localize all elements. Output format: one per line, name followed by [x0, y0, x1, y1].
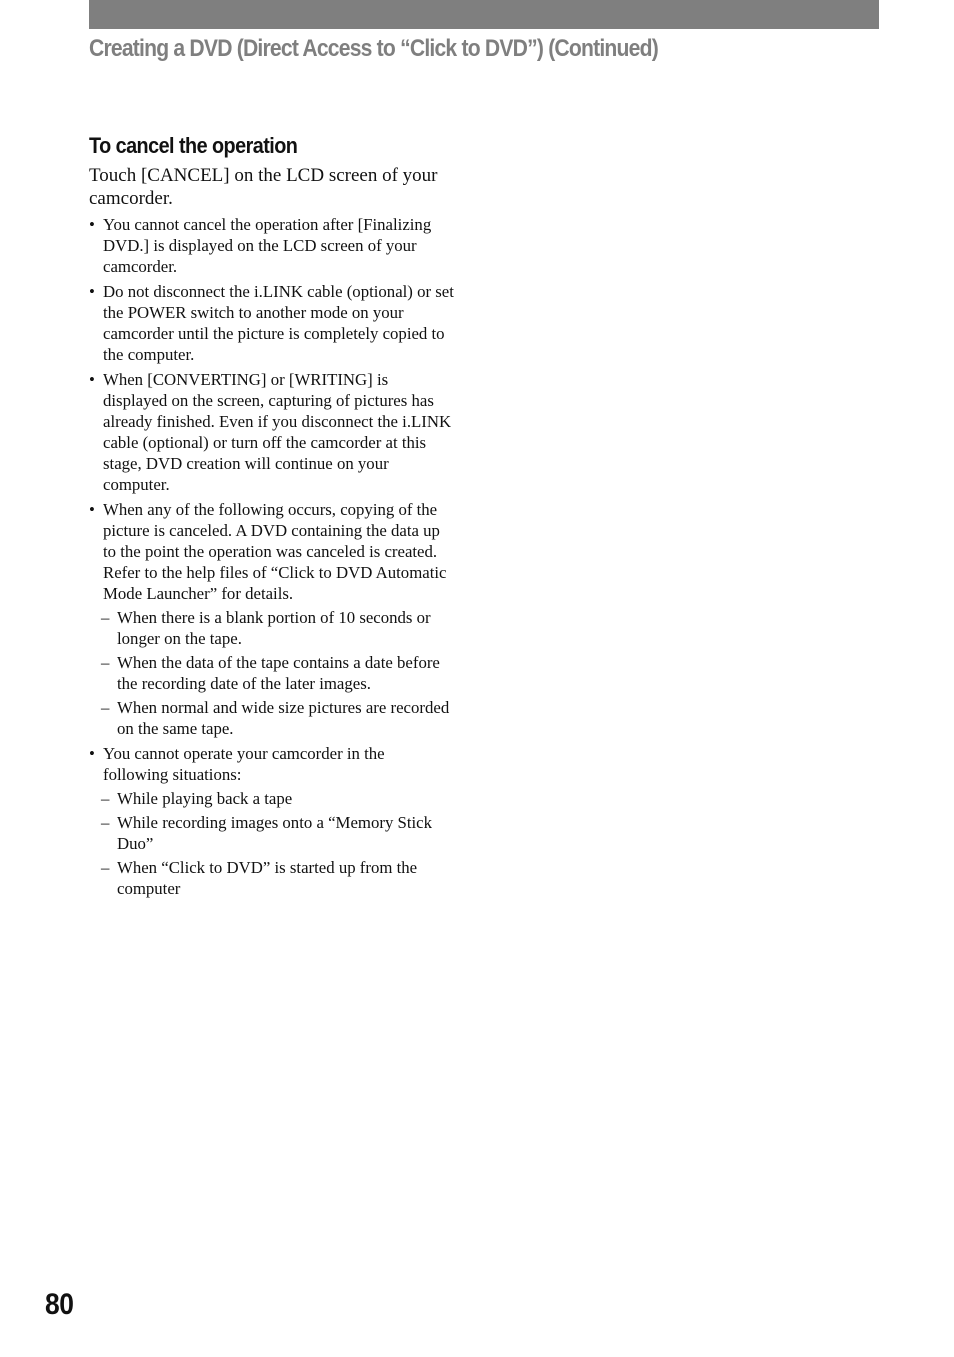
bullet-icon: • — [89, 215, 95, 234]
sub-list-text: While playing back a tape — [117, 789, 293, 808]
dash-icon: – — [101, 653, 110, 672]
bullet-icon: • — [89, 500, 95, 519]
sub-list-item — [101, 652, 454, 694]
lead-instruction: Touch [CANCEL] on the LCD screen of your camcorder. — [89, 165, 438, 209]
bullet-item — [89, 281, 454, 365]
bullet-text: When [CONVERTING] or [WRITING] is displayed on the screen, capturing of pictures has already finished. Even if you disconnect the i.LINK cable (optional) or turn off the camcorder at this stage, DVD creation will continue on your computer. — [103, 370, 452, 494]
sub-list-item — [101, 697, 454, 739]
sub-list-item — [101, 857, 454, 899]
sub-list — [103, 788, 454, 899]
sub-list-item — [101, 607, 454, 649]
bullet-text: You cannot cancel the operation after [Finalizing DVD.] is displayed on the LCD screen of your camcorder. — [103, 215, 432, 276]
sub-list-text: When normal and wide size pictures are recorded on the same tape. — [117, 698, 450, 738]
sub-list-text: When “Click to DVD” is started up from the computer — [117, 858, 418, 898]
dash-icon: – — [101, 789, 110, 808]
bullet-text: When any of the following occurs, copying of the picture is canceled. A DVD containing the data up to the point the operation was canceled is created. Refer to the help files of “Click to DVD Automatic Mode Launcher” for details. — [103, 500, 447, 603]
sub-list-text: When the data of the tape contains a date before the recording date of the later images. — [117, 653, 440, 693]
bullet-text: Do not disconnect the i.LINK cable (optional) or set the POWER switch to another mode on your camcorder until the picture is completely copied to the computer. — [103, 282, 454, 364]
sub-list-item — [101, 788, 454, 809]
dash-icon: – — [101, 698, 110, 717]
dash-icon: – — [101, 858, 110, 877]
bullet-item — [89, 214, 454, 277]
bullet-icon: • — [89, 744, 95, 763]
sub-list-item — [101, 812, 454, 854]
header-bar — [89, 0, 879, 29]
dash-icon: – — [101, 813, 110, 832]
sub-list-text: When there is a blank portion of 10 seconds or longer on the tape. — [117, 608, 431, 648]
bullet-item — [89, 369, 454, 495]
main-content — [89, 133, 454, 903]
dash-icon: – — [101, 608, 110, 627]
bullet-list — [89, 214, 454, 899]
sub-list-text: While recording images onto a “Memory Stick Duo” — [117, 813, 433, 853]
bullet-text: You cannot operate your camcorder in the following situations: — [103, 744, 385, 784]
bullet-item — [89, 743, 454, 899]
bullet-icon: • — [89, 282, 95, 301]
section-heading: To cancel the operation — [89, 133, 298, 158]
sub-list — [103, 607, 454, 739]
page-number: 80 — [45, 1288, 74, 1321]
bullet-icon: • — [89, 370, 95, 389]
page-title: Creating a DVD (Direct Access to “Click to DVD”) (Continued) — [89, 35, 658, 62]
bullet-item — [89, 499, 454, 739]
